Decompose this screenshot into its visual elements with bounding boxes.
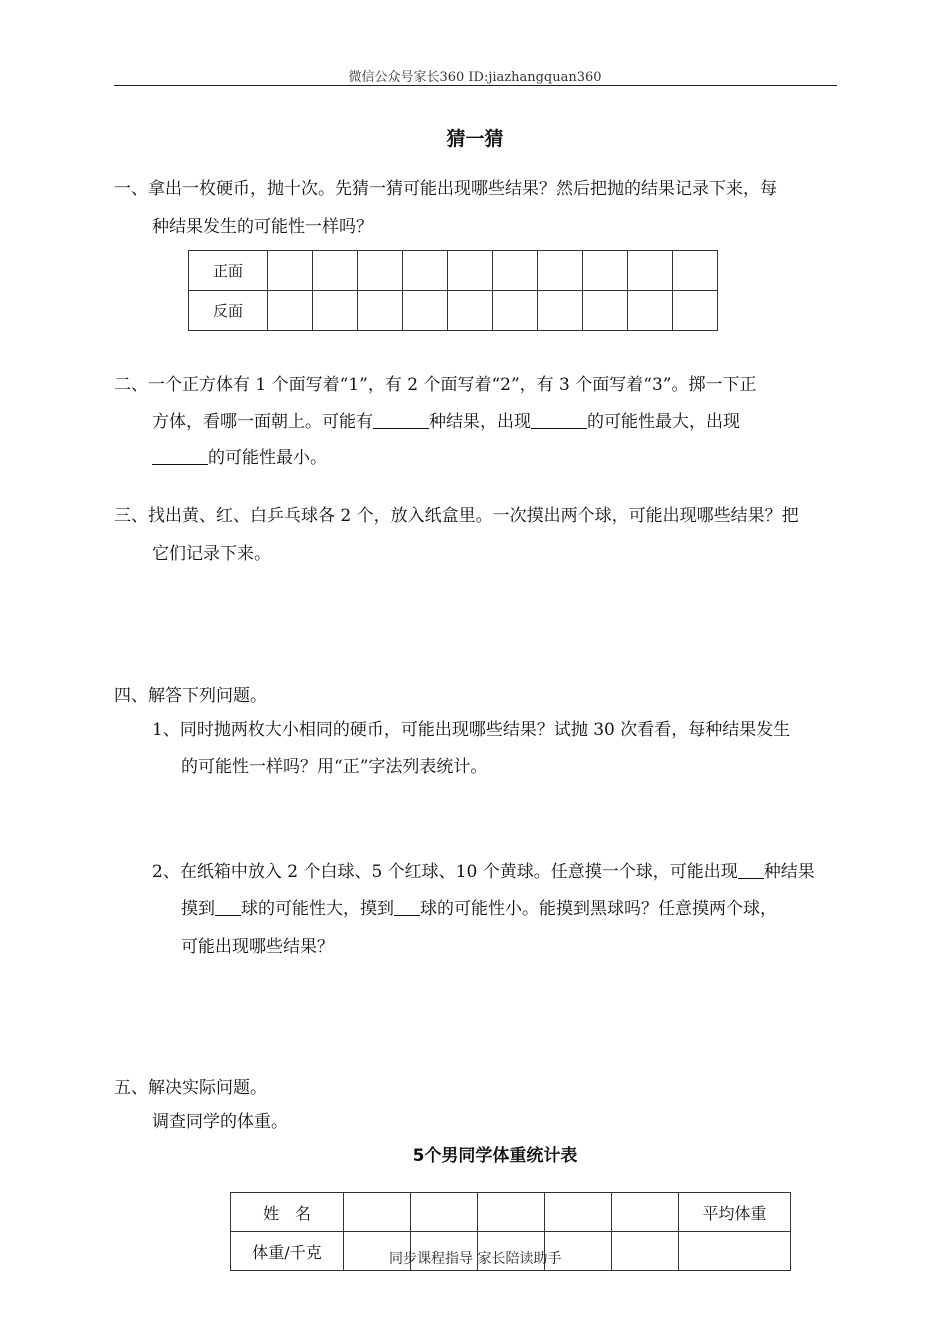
answer-blank[interactable] xyxy=(373,411,429,429)
record-cell[interactable] xyxy=(268,251,313,291)
record-cell[interactable] xyxy=(268,291,313,331)
q4-p2-text-d: 球的可能性大，摸到 xyxy=(241,899,394,919)
q2-text-a: 方体，看哪一面朝上。可能有 xyxy=(152,412,373,432)
record-cell[interactable] xyxy=(493,291,538,331)
name-cell[interactable] xyxy=(545,1193,612,1232)
q4-p2-text-c: 摸到 xyxy=(181,899,215,919)
record-cell[interactable] xyxy=(358,291,403,331)
record-cell[interactable] xyxy=(583,291,628,331)
q4-p2-text-e: 球的可能性小。能摸到黑球吗？任意摸两个球， xyxy=(420,899,777,919)
record-cell[interactable] xyxy=(448,291,493,331)
q5-subheading: 调查同学的体重。 xyxy=(152,1112,288,1132)
q4-p2-text-b: 种结果 xyxy=(763,862,815,882)
table-row xyxy=(231,1193,791,1232)
record-cell[interactable] xyxy=(583,251,628,291)
answer-blank[interactable] xyxy=(738,861,764,879)
page-footer: 同步课程指导 家长陪读助手 xyxy=(389,1251,562,1267)
row-label-tails: 反面 xyxy=(189,291,268,331)
record-cell[interactable] xyxy=(673,251,718,291)
name-header: 姓 名 xyxy=(231,1193,344,1232)
weight-cell[interactable] xyxy=(612,1232,679,1271)
name-cell[interactable] xyxy=(478,1193,545,1232)
q2-text-b: 种结果，出现 xyxy=(429,412,531,432)
q3-line1: 三、找出黄、红、白乒乓球各 2 个，放入纸盒里。一次摸出两个球，可能出现哪些结果？把 xyxy=(114,506,799,526)
answer-blank[interactable] xyxy=(531,411,587,429)
q4-p2-text-a: 2、在纸箱中放入 2 个白球、5 个红球、10 个黄球。任意摸一个球，可能出现 xyxy=(152,862,738,882)
name-cell[interactable] xyxy=(411,1193,478,1232)
q2-line1: 二、一个正方体有 1 个面写着“1”，有 2 个面写着“2”，有 3 个面写着“3”。掷一下正 xyxy=(114,375,757,395)
q4-p2-line3: 可能出现哪些结果？ xyxy=(181,937,334,957)
q2-text-c: 的可能性最大，出现 xyxy=(587,412,740,432)
q2-line2 xyxy=(152,407,740,432)
average-weight-cell[interactable] xyxy=(679,1232,791,1271)
q4-p1-line1: 1、同时抛两枚大小相同的硬币，可能出现哪些结果？试抛 30 次看看，每种结果发生 xyxy=(152,720,791,740)
table-row xyxy=(189,251,718,291)
q4-p2-line1 xyxy=(152,857,815,882)
answer-blank[interactable] xyxy=(152,447,208,465)
weight-table-title: 5个男同学体重统计表 xyxy=(412,1146,578,1166)
answer-blank[interactable] xyxy=(394,898,420,916)
row-label-heads: 正面 xyxy=(189,251,268,291)
page-title: 猜一猜 xyxy=(446,128,504,150)
weight-header: 体重/千克 xyxy=(231,1232,344,1271)
page-header: 微信公众号家长360 ID:jiazhangquan360 xyxy=(348,70,602,85)
q4-p2-line2 xyxy=(181,894,777,919)
answer-blank[interactable] xyxy=(215,898,241,916)
record-cell[interactable] xyxy=(358,251,403,291)
table-row xyxy=(189,291,718,331)
name-cell[interactable] xyxy=(612,1193,679,1232)
record-cell[interactable] xyxy=(313,251,358,291)
record-cell[interactable] xyxy=(628,251,673,291)
q2-text-d: 的可能性最小。 xyxy=(208,448,327,468)
record-cell[interactable] xyxy=(448,251,493,291)
q1-line1: 一、拿出一枚硬币，抛十次。先猜一猜可能出现哪些结果？然后把抛的结果记录下来，每 xyxy=(114,179,777,199)
q4-heading: 四、解答下列问题。 xyxy=(114,686,267,706)
record-cell[interactable] xyxy=(538,251,583,291)
name-cell[interactable] xyxy=(344,1193,411,1232)
q1-line2: 种结果发生的可能性一样吗？ xyxy=(152,217,373,237)
q4-p1-line2: 的可能性一样吗？用“正”字法列表统计。 xyxy=(181,757,488,777)
record-cell[interactable] xyxy=(538,291,583,331)
q5-heading: 五、解决实际问题。 xyxy=(114,1078,267,1098)
record-cell[interactable] xyxy=(493,251,538,291)
header-rule xyxy=(114,85,837,86)
q3-line2: 它们记录下来。 xyxy=(152,544,271,564)
coin-record-table xyxy=(188,250,718,331)
record-cell[interactable] xyxy=(673,291,718,331)
record-cell[interactable] xyxy=(403,291,448,331)
record-cell[interactable] xyxy=(313,291,358,331)
record-cell[interactable] xyxy=(403,251,448,291)
average-weight-header: 平均体重 xyxy=(679,1193,791,1232)
record-cell[interactable] xyxy=(628,291,673,331)
q2-line3 xyxy=(152,443,327,468)
